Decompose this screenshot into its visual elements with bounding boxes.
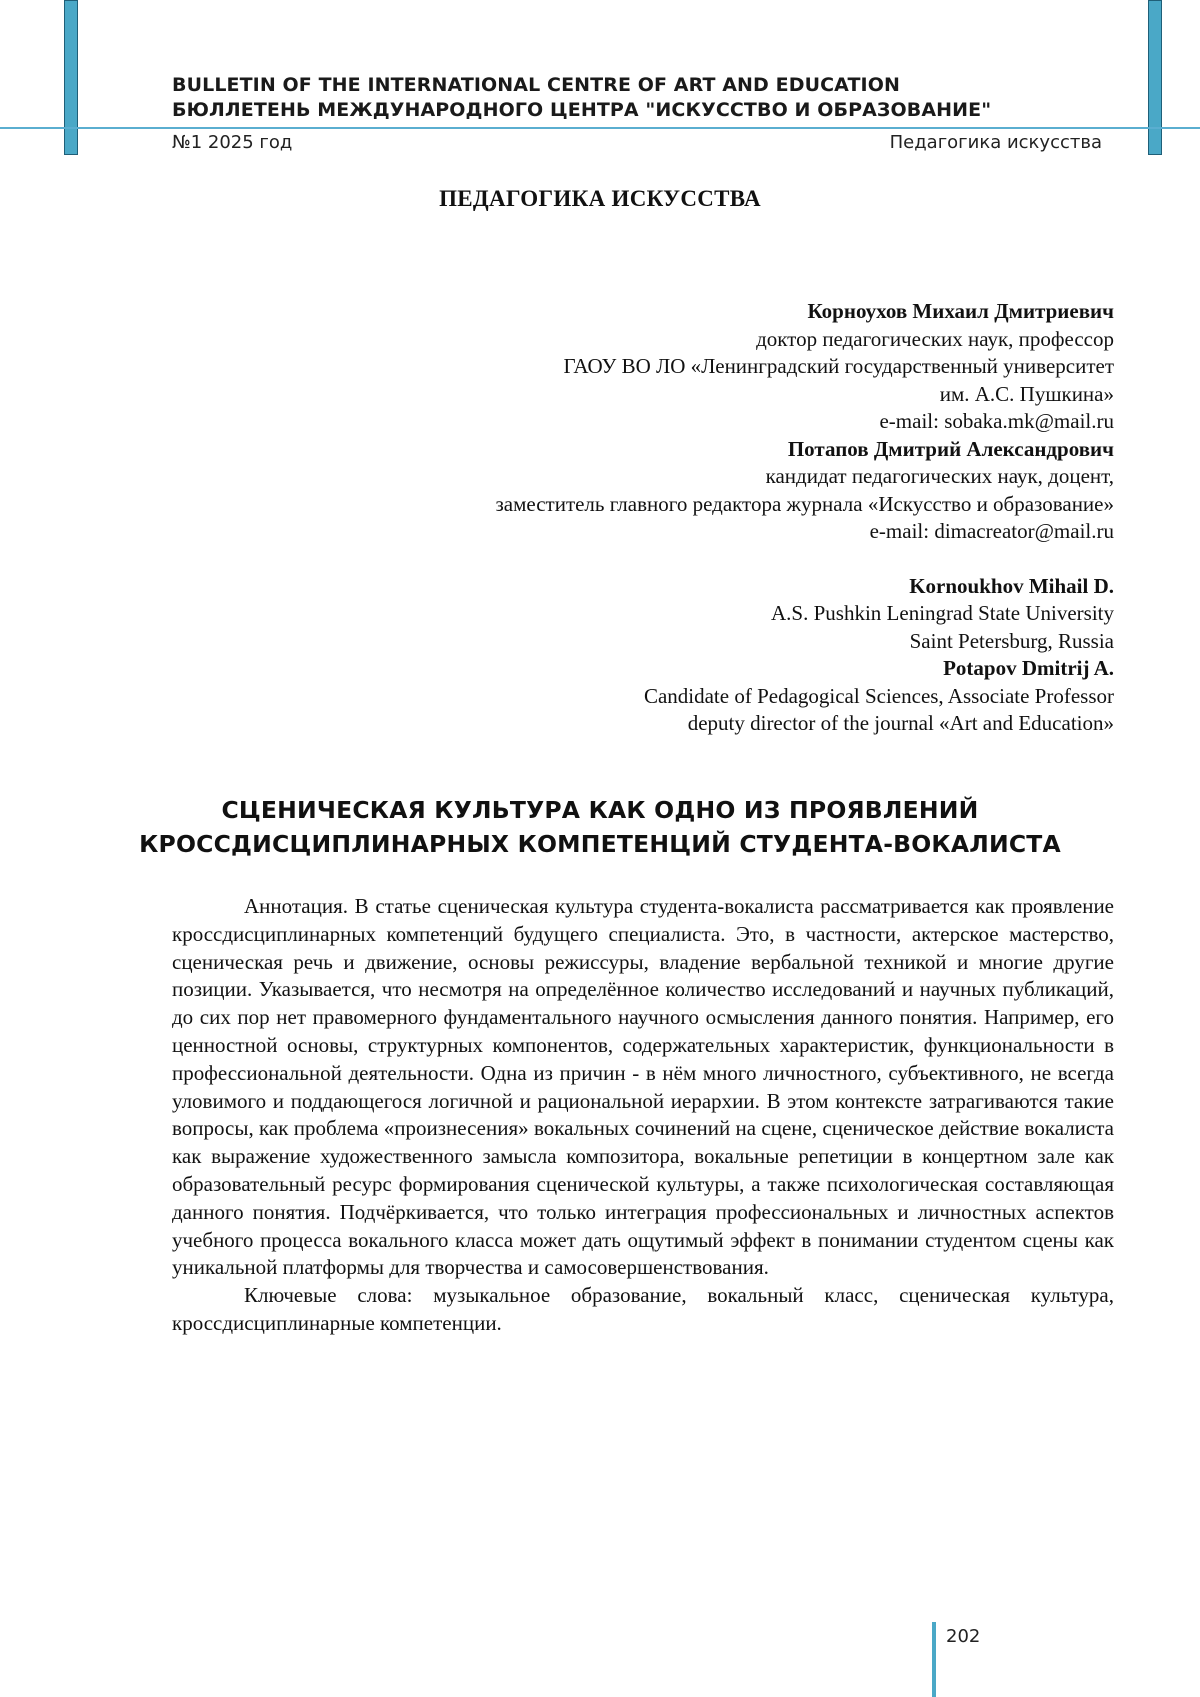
article-title-line-1: СЦЕНИЧЕСКАЯ КУЛЬТУРА КАК ОДНО ИЗ ПРОЯВЛЕНИЙ <box>221 796 979 824</box>
article-title-line-2: КРОССДИСЦИПЛИНАРНЫХ КОМПЕТЕНЦИЙ СТУДЕНТА-ВОКАЛИСТА <box>139 830 1061 858</box>
author-name: Потапов Дмитрий Александрович <box>787 436 1114 461</box>
footer-decor-bar <box>932 1622 936 1697</box>
author-en-1 <box>214 573 1114 656</box>
author-location-en: Saint Petersburg, Russia <box>909 628 1114 653</box>
author-en-2 <box>214 655 1114 738</box>
journal-title-en: BULLETIN OF THE INTERNATIONAL CENTRE OF ART AND EDUCATION <box>172 74 900 96</box>
journal-header <box>172 73 1072 123</box>
author-affiliation-cont: им. А.С. Пушкина» <box>939 381 1114 406</box>
author-degree: кандидат педагогических наук, доцент, <box>765 464 1114 488</box>
author-degree: доктор педагогических наук, профессор <box>756 326 1114 351</box>
page-number: 202 <box>946 1626 981 1647</box>
abstract-paragraph: Аннотация. В статье сценическая культура студента-вокалиста рассматривается как проявление кроссдисциплинарных компетенций будущего специалиста. Это, в частности, актерское мастерство, сценическая речь и движение, основы режиссуры, владение вербальной техникой и многие другие позиции. Указывается, что несмотря на определённое количество исследований и научных публикаций, до сих пор нет правомерного фундаментального научного осмысления данного понятия. Например, его ценностной основы, структурных компонентов, содержательных характеристик, функциональности в профессиональной деятельности. Одна из причин - в нём много личностного, субъективного, не всегда уловимого и поддающегося логичной и рациональной иерархии. В этом контексте затрагиваются такие вопросы, как проблема «произнесения» вокальных сочинений на сцене, сценическое действие вокалиста как выражение художественного замысла композитора, вокальные репетиции в концертном зале как образовательный ресурс формирования сценической культуры, а также психологическая составляющая данного понятия. Подчёркивается, что только интеграция профессиональных и личностных аспектов учебного процесса вокального класса может дать ощутимый эффект в понимании студентом сцены как уникальной платформы для творчества и самосовершенствования. <box>172 894 1114 1280</box>
author-position: заместитель главного редактора журнала «Искусство и образование» <box>495 491 1114 516</box>
section-title: ПЕДАГОГИКА ИСКУССТВА <box>439 186 761 211</box>
author-affiliation-en: A.S. Pushkin Leningrad State University <box>771 601 1114 625</box>
header-rule <box>0 127 1200 129</box>
author-affiliation: ГАОУ ВО ЛО «Ленинградский государственный университет <box>563 354 1114 378</box>
header-decor-bar-left <box>64 0 78 155</box>
issue-number: №1 2025 год <box>172 132 293 153</box>
author-email: e-mail: sobaka.mk@mail.ru <box>879 409 1114 433</box>
author-name: Корноухов Михаил Дмитриевич <box>807 299 1114 323</box>
author-degree-en: Candidate of Pedagogical Sciences, Associate Professor <box>643 683 1114 708</box>
article-title <box>0 793 1200 861</box>
author-position-en: deputy director of the journal «Art and Education» <box>687 711 1114 735</box>
running-section: Педагогика искусства <box>889 132 1102 153</box>
issue-line <box>172 132 1102 153</box>
author-email: e-mail: dimacreator@mail.ru <box>869 519 1114 543</box>
authors-block <box>214 298 1114 738</box>
header-decor-bar-right <box>1148 0 1162 155</box>
author-name-en: Potapov Dmitrij A. <box>943 656 1114 680</box>
keywords-paragraph: Ключевые слова: музыкальное образование, вокальный класс, сценическая культура, кроссдисциплинарные компетенции. <box>172 1283 1114 1335</box>
author-ru-2 <box>214 436 1114 546</box>
abstract-section <box>172 893 1114 1338</box>
author-ru-1 <box>214 298 1114 436</box>
journal-title-ru: БЮЛЛЕТЕНЬ МЕЖДУНАРОДНОГО ЦЕНТРА "ИСКУССТВО И ОБРАЗОВАНИЕ" <box>172 99 992 121</box>
author-name-en: Kornoukhov Mihail D. <box>909 573 1114 598</box>
